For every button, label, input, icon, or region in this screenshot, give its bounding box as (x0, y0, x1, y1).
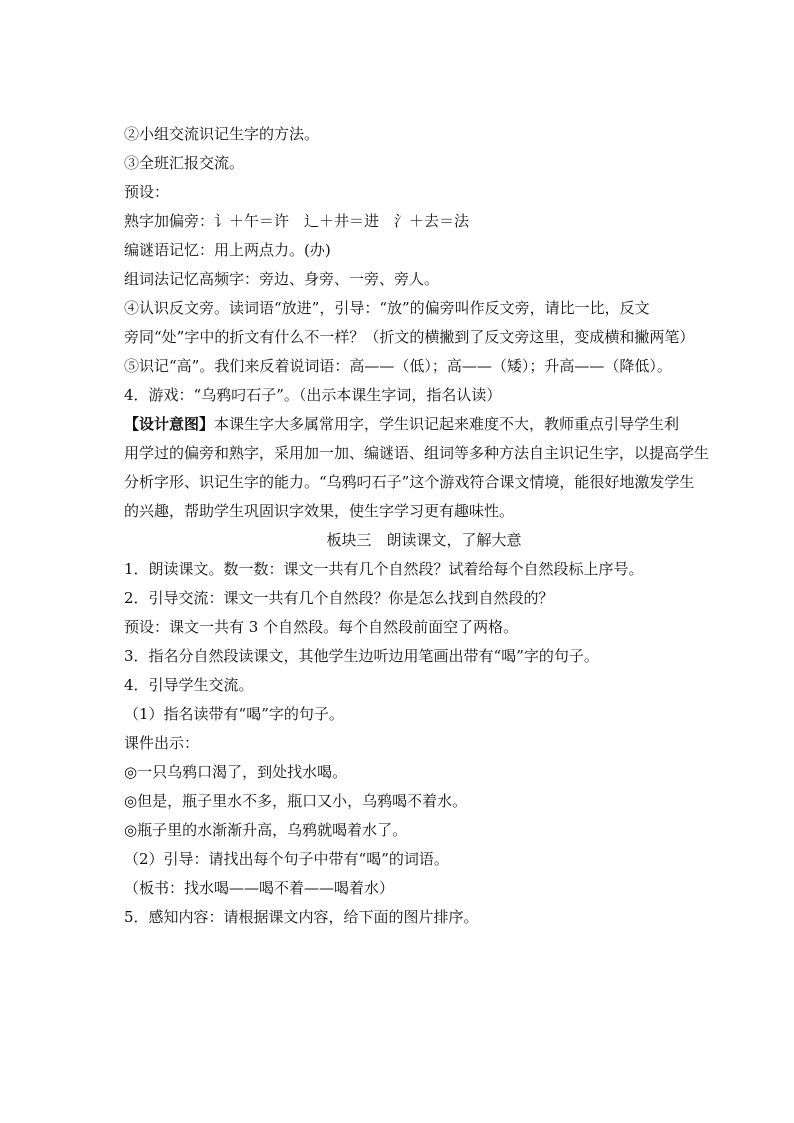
text-line: 组词法记忆高频字：旁边、身旁、一旁、旁人。 (124, 270, 440, 288)
design-intent-line (124, 410, 724, 439)
text-line: ◎瓶子里的水渐渐升高，乌鸦就喝着水了。 (124, 821, 408, 839)
text-line: 1．朗读课文。数一数：课文一共有几个自然段？试着给每个自然段标上序号。 (124, 560, 644, 578)
text-line: 用学过的偏旁和熟字，采用加一加、编谜语、组词等多种方法自主识记生字，以提高学生 (124, 444, 710, 462)
text-line: （1）指名读带有“喝”字的句子。 (124, 705, 344, 723)
text-line: 编谜语记忆：用上两点力。(办) (124, 241, 331, 259)
text-line: 课件出示： (124, 734, 200, 752)
section-heading: 板块三 朗读课文，了解大意 (326, 531, 522, 549)
text-line: （2）引导：请找出每个句子中带有“喝”的词语。 (124, 850, 449, 868)
document-body (124, 120, 724, 932)
text-line: ③全班汇报交流。 (124, 154, 245, 172)
design-intent-text: 本课生字大多属常用字，学生识记起来难度不大，教师重点引导学生利 (214, 415, 680, 433)
design-intent-label: 【设计意图】 (124, 415, 215, 433)
text-line: 2．引导交流：课文一共有几个自然段？你是怎么找到自然段的？ (124, 589, 554, 607)
text-line: 5．感知内容：请根据课文内容，给下面的图片排序。 (124, 908, 479, 926)
text-line: 预设：课文一共有 3 个自然段。每个自然段前面空了两格。 (124, 618, 519, 636)
text-line: 旁同“处”字中的折文有什么不一样？（折文的横撇到了反文旁这里，变成横和撇两笔） (124, 328, 695, 346)
text-line: ◎但是，瓶子里水不多，瓶口又小，乌鸦喝不着水。 (124, 792, 468, 810)
text-line: ◎一只乌鸦口渴了，到处找水喝。 (124, 763, 348, 781)
text-line: 的兴趣，帮助学生巩固识字效果，使生字学习更有趣味性。 (124, 502, 515, 520)
text-line: ④认识反文旁。读词语“放进”，引导：“放”的偏旁叫作反文旁，请比一比，反文 (124, 299, 650, 317)
text-line: ②小组交流识记生字的方法。 (124, 125, 320, 143)
text-line: 4．游戏：“乌鸦叼石子”。（出示本课生字词，指名认读） (124, 386, 502, 404)
text-line: 预设： (124, 183, 170, 201)
text-line: 熟字加偏旁：讠＋午＝许 ⻌＋井＝进 氵＋去＝法 (124, 212, 470, 230)
text-line: （板书：找水喝——喝不着——喝着水） (124, 879, 395, 897)
text-line: 分析字形、识记生字的能力。“乌鸦叼石子”这个游戏符合课文情境，能很好地激发学生 (124, 473, 695, 491)
text-line: 3．指名分自然段读课文，其他学生边听边用笔画出带有“喝”字的句子。 (124, 647, 599, 665)
text-line: ⑤识记“高”。我们来反着说词语：高——（低）；高——（矮）；升高——（降低）。 (124, 357, 672, 375)
text-line: 4．引导学生交流。 (124, 676, 254, 694)
